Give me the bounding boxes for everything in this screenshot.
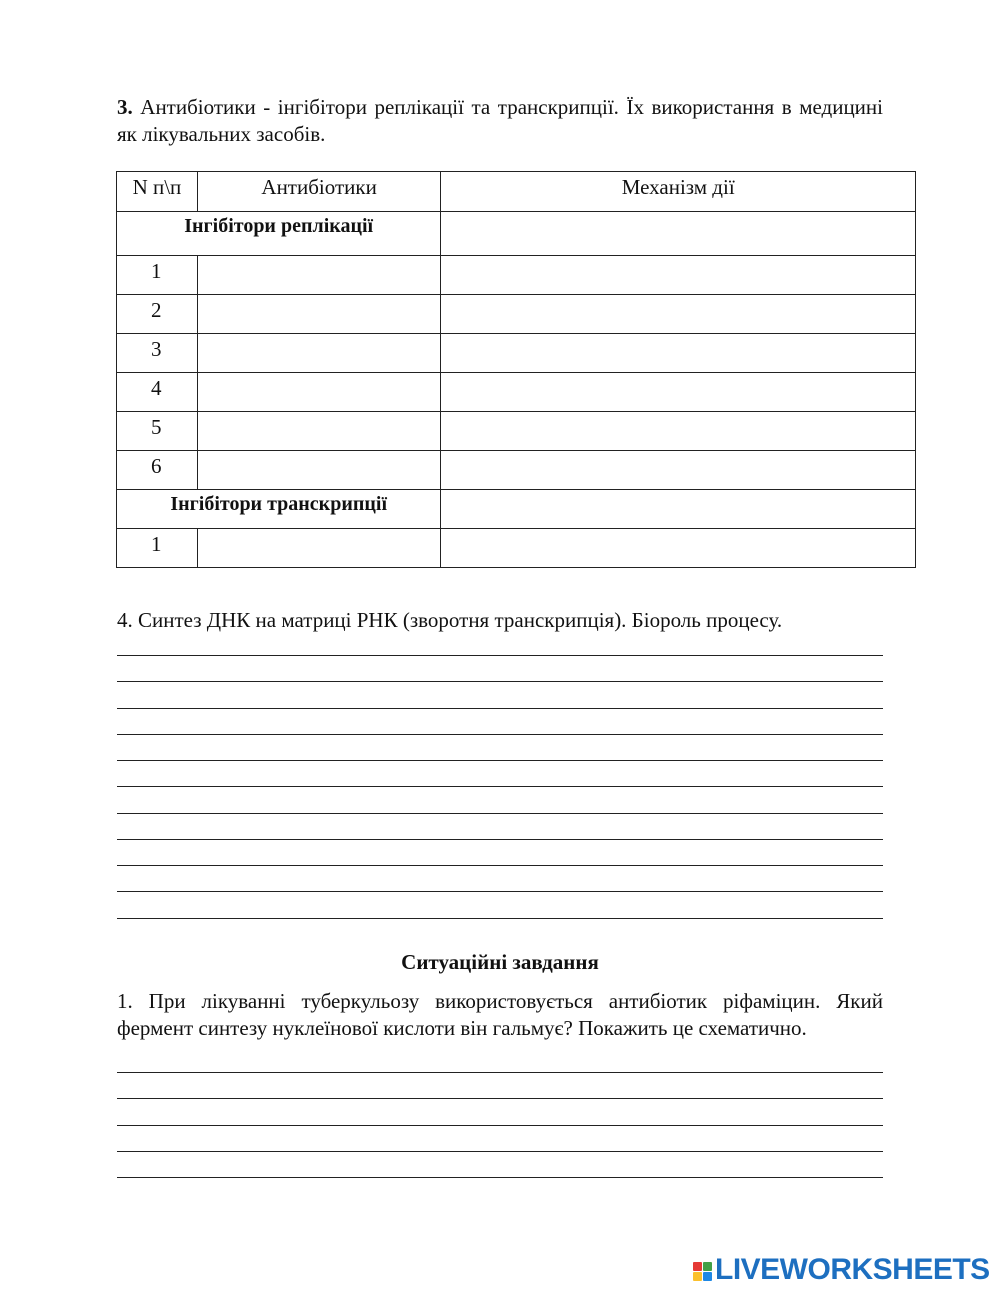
answer-line[interactable] — [117, 1072, 883, 1073]
logo-square — [693, 1272, 702, 1281]
table-cell-antibiotic[interactable] — [197, 295, 441, 334]
table-row — [117, 451, 916, 490]
liveworksheets-logo — [693, 1255, 990, 1285]
answer-line[interactable] — [117, 1098, 883, 1099]
logo-square — [703, 1262, 712, 1271]
task-3-number: 3. — [117, 95, 133, 119]
row-number: 2 — [117, 295, 198, 334]
table-cell-antibiotic[interactable] — [197, 373, 441, 412]
table-cell-mechanism[interactable] — [441, 212, 916, 256]
answer-line[interactable] — [117, 1125, 883, 1126]
logo-square — [693, 1262, 702, 1271]
table-cell-mechanism[interactable] — [441, 334, 916, 373]
answer-line[interactable] — [117, 1151, 883, 1152]
table-row — [117, 256, 916, 295]
header-antibiotics: Антибіотики — [197, 172, 441, 212]
table-row — [117, 373, 916, 412]
row-number: 1 — [117, 529, 198, 568]
table-cell-mechanism[interactable] — [441, 412, 916, 451]
section-row-replication — [117, 212, 916, 256]
header-mechanism: Механізм дії — [441, 172, 916, 212]
row-number: 3 — [117, 334, 198, 373]
table-cell-antibiotic[interactable] — [197, 451, 441, 490]
answer-line[interactable] — [117, 865, 883, 866]
answer-line[interactable] — [117, 655, 883, 656]
table-cell-mechanism[interactable] — [441, 295, 916, 334]
answer-line[interactable] — [117, 760, 883, 761]
antibiotics-table — [116, 171, 916, 568]
table-cell-mechanism[interactable] — [441, 490, 916, 529]
situational-heading: Ситуаційні завдання — [401, 950, 599, 974]
row-number: 6 — [117, 451, 198, 490]
logo-text: LIVEWORKSHEETS — [715, 1253, 990, 1286]
situational-task-1-text: 1. При лікуванні туберкульозу використовується антибіотик ріфаміцин. Який фермент синтезу нуклеїнової кислоти він гальмує? Покажить це схематично. — [117, 989, 883, 1040]
task-3-text — [117, 94, 883, 148]
header-number: N п\п — [117, 172, 198, 212]
table-row — [117, 529, 916, 568]
table-cell-antibiotic[interactable] — [197, 529, 441, 568]
task-3-body: Антибіотики - інгібітори реплікації та транскрипції. Їх використання в медицині як лікувальних засобів. — [117, 95, 883, 146]
row-number: 4 — [117, 373, 198, 412]
table-cell-antibiotic[interactable] — [197, 412, 441, 451]
table-row — [117, 295, 916, 334]
table-cell-mechanism[interactable] — [441, 373, 916, 412]
table-cell-mechanism[interactable] — [441, 256, 916, 295]
answer-line[interactable] — [117, 891, 883, 892]
logo-square — [703, 1272, 712, 1281]
answer-line[interactable] — [117, 708, 883, 709]
task-4-text: 4. Синтез ДНК на матриці РНК (зворотня транскрипція). Біороль процесу. — [117, 608, 783, 632]
section-row-transcription — [117, 490, 916, 529]
table-row — [117, 334, 916, 373]
row-number: 5 — [117, 412, 198, 451]
answer-line[interactable] — [117, 813, 883, 814]
table-cell-mechanism[interactable] — [441, 451, 916, 490]
table-header-row — [117, 172, 916, 212]
row-number: 1 — [117, 256, 198, 295]
answer-line[interactable] — [117, 734, 883, 735]
answer-line[interactable] — [117, 786, 883, 787]
answer-line[interactable] — [117, 918, 883, 919]
table-row — [117, 412, 916, 451]
logo-grid-icon — [693, 1262, 712, 1281]
table-cell-antibiotic[interactable] — [197, 256, 441, 295]
answer-line[interactable] — [117, 1177, 883, 1178]
table-cell-mechanism[interactable] — [441, 529, 916, 568]
section-transcription-label: Інгібітори транскрипції — [117, 490, 441, 529]
answer-line[interactable] — [117, 681, 883, 682]
answer-line[interactable] — [117, 839, 883, 840]
section-replication-label: Інгібітори реплікації — [117, 212, 441, 256]
table-cell-antibiotic[interactable] — [197, 334, 441, 373]
